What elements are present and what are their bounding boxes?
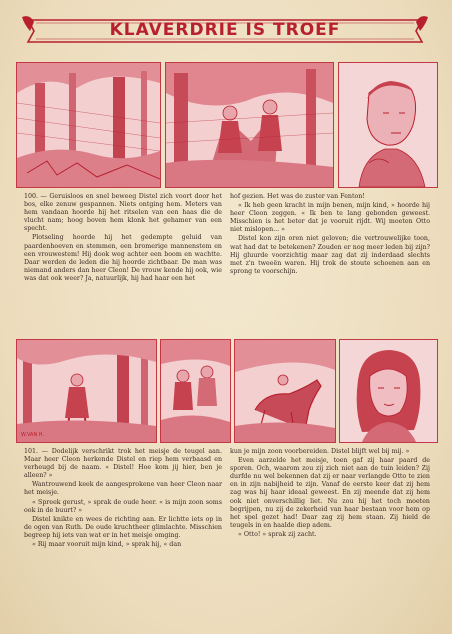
paragraph: « Rij maar vooruit mijn kind, » sprak hij, « dan (32, 541, 182, 549)
title-banner (20, 14, 430, 48)
paragraph: Distel kon zijn oren niet geloven; die vertrouwelijke toon, wat had dat te betekenen? Zouden er nog meer leden bij zijn? Hij gluurde voorzichtig maar zag dat zij inderdaad slechts met z'n tweeën waren. Hij trok de stoute schoenen aan en sprong te voorschijn. (230, 235, 430, 275)
panel-boy-in-forest (16, 339, 157, 443)
panel-man-portrait (338, 62, 438, 188)
paragraph: kun je mijn zoon voorbereiden. Distel blijft wel bij mij. » (230, 448, 410, 455)
paragraph: « Ik heb geen kracht in mijn benen, mijn kind, » hoorde hij heer Cleon zeggen. « Ik ben te lang gebonden geweest. Misschien is het beter dat je vooruit rijdt. Wij moeten Otto niet mislopen... » (230, 202, 430, 234)
panel-riders-surprised (160, 339, 231, 443)
paragraph: Plotseling hoorde hij het gedempte geluid van paardenhoeven en stemmen, een bromerige mannenstem en een vrouwestem! Hij dook weg achter een boom en wachtte. Daar werden de leden die hij hoorde zichtbaar. De man was niemand anders dan heer Cleon! De vrouw kende hij ook, wie was dat ook weer? Ja, natuurlijk, hij had haar een het (24, 234, 222, 282)
panel-galloping-horse (234, 339, 336, 443)
page-title: KLAVERDRIE IS TROEF (109, 20, 341, 40)
paragraph: 100. — Geruisloos en snel beweeg Distel zich voort door het bos, elke zenuw gespannen. Niets ontging hem. Meters van hem vandaan hoorde hij het ritselen van een haas die de vlucht nam; hoog boven hem klonk het gehamer van een specht. (24, 193, 222, 233)
panel-riders-in-woods (165, 62, 334, 188)
paragraph: hof gezien. Het was de zuster van Fenton! (230, 193, 365, 200)
panel-girl-portrait (339, 339, 438, 443)
panel-forest-path (16, 62, 161, 188)
top-text-left (24, 193, 222, 284)
bottom-text-right (230, 448, 430, 540)
panel-signature: W.VAN H. (21, 432, 45, 438)
paragraph: Even aarzelde het meisje, toen gaf zij haar paard de sporen. Och, waarom zou zij zich niet aan de tuin leiden? Zij durfde nu wel bekennen dat zij er naar verlangde Otto te zien en in zijn nabijheid te zijn. Vanaf de eerste keer dat zij hem zag was hij haar ideaal geweest. En zij meende dat zij hem ook niet onverschillig liet. Nu zou hij het toch moeten begrijpen, nu zij de zekerheid van haar bestaan voor hem op het spel gezet had! Daar zag zij hem staan. Zij hield de teugels in en haalde diep adem. (230, 457, 430, 529)
paragraph: 101. — Dodelijk verschrikt trok het meisje de teugel aan. Maar heer Cleon herkende Distel en riep hem verbaasd en verheugd bij de naam. « Distel! Hoe kom jij hier, ben je alleen? » (24, 448, 222, 480)
paragraph: Wantrouwend keek de aangesprokene van heer Cleon naar het meisje. (24, 481, 222, 497)
paragraph: « Spreek gerust, » sprak de oude heer. « is mijn zoon soms ook in de buurt? » (24, 498, 222, 514)
paragraph: « Otto! » sprak zij zacht. (238, 530, 317, 538)
top-text-right (230, 193, 430, 277)
bottom-text-left (24, 448, 222, 550)
paragraph: Distel knikte en wees de richting aan. Er lichtte iets op in de ogen van Ruth. De oude kruchtheer glimlachte. Misschien begreep hij iets van wat er in het meisje omging. (24, 515, 222, 539)
